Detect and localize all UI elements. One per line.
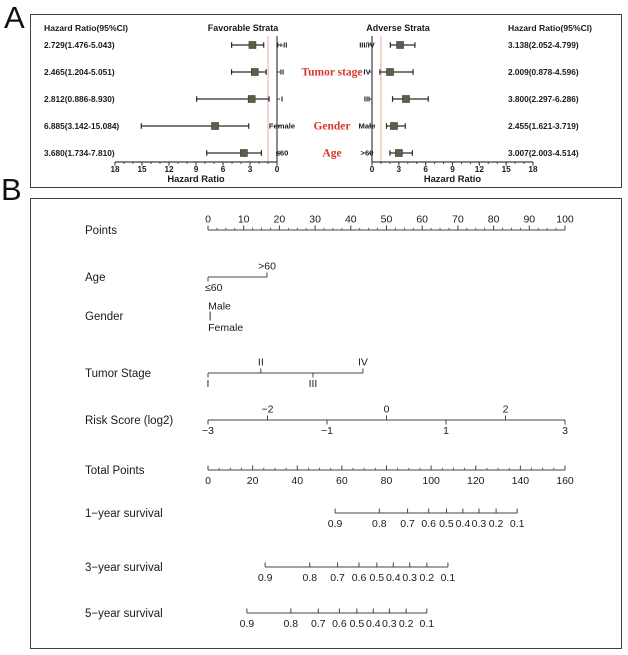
scale-tick-label: >60 xyxy=(258,260,276,273)
x-axis-tick-label: 15 xyxy=(501,165,511,174)
scale-tick-label: Male xyxy=(208,300,231,313)
scale-tick-label: 0.7 xyxy=(400,518,415,530)
scale-tick-label: 10 xyxy=(237,213,250,226)
x-axis-tick-label: 0 xyxy=(274,165,280,174)
hr-value: 3.138(2.052-4.799) xyxy=(508,40,579,50)
hr-value: 2.465(1.204-5.051) xyxy=(44,67,115,77)
estimate-marker xyxy=(248,96,255,103)
group-label: Gender xyxy=(313,120,351,133)
scale-tick-label: Female xyxy=(208,322,244,334)
scale-tick-label: 50 xyxy=(380,213,393,226)
scale-tick-label: 0.7 xyxy=(330,572,345,584)
scale-tick-label: 80 xyxy=(380,475,393,487)
scale-tick-label: 0.3 xyxy=(382,618,397,630)
scale-tick-label: −3 xyxy=(202,425,214,437)
scale-tick-label: 90 xyxy=(523,213,536,226)
hr-value: 2.455(1.621-3.719) xyxy=(508,121,579,131)
hr-value: 2.812(0.886-8.930) xyxy=(44,94,115,104)
estimate-marker xyxy=(395,150,402,157)
estimate-marker xyxy=(397,42,404,49)
scale-tick-label: 100 xyxy=(422,475,440,487)
scale-tick-label: 20 xyxy=(273,213,286,226)
scale-tick-label: 0.6 xyxy=(351,572,367,584)
nomogram-row-label: Points xyxy=(85,225,117,237)
scale-tick-label: 0.8 xyxy=(302,572,318,584)
nomogram-row-label: 5−year survival xyxy=(85,608,163,620)
hr-value: 6.885(3.142-15.084) xyxy=(44,121,120,131)
nomogram-row-label: Age xyxy=(85,272,106,284)
scale-tick-label: 0 xyxy=(205,213,211,226)
x-axis-tick-label: 15 xyxy=(137,165,147,174)
panel-a-label: A xyxy=(4,0,25,35)
scale-tick-label: 30 xyxy=(309,213,321,226)
stratum-label: IV xyxy=(363,67,371,77)
scale-tick-label: 20 xyxy=(246,475,259,487)
x-axis-tick-label: 12 xyxy=(474,165,484,174)
x-axis-tick-label: 6 xyxy=(423,165,428,174)
scale-tick-label: 0.8 xyxy=(283,618,299,630)
scale-tick-label: ≤60 xyxy=(205,282,223,294)
stratum-label: III/IV xyxy=(359,40,375,50)
scale-tick-label: 0.1 xyxy=(419,618,435,630)
scale-tick-label: 0.4 xyxy=(385,572,401,584)
scale-tick-label: 0.3 xyxy=(402,572,418,584)
stratum-label: II xyxy=(279,67,285,77)
scale-tick-label: 0.1 xyxy=(509,518,525,530)
scale-tick-label: 0.9 xyxy=(257,572,273,584)
estimate-marker xyxy=(251,69,258,76)
scale-tick-label: 0.5 xyxy=(439,518,454,530)
estimate-marker xyxy=(212,123,219,130)
stratum-label: Male xyxy=(358,121,376,131)
nomogram-row-label: Total Points xyxy=(85,465,145,477)
estimate-marker xyxy=(390,123,397,130)
scale-tick-label: 0.8 xyxy=(372,518,387,530)
estimate-marker xyxy=(240,150,247,157)
scale-tick-label: 60 xyxy=(336,475,348,487)
stratum-label: Female xyxy=(268,121,296,131)
hr-value: 3.007(2.003-4.514) xyxy=(508,148,579,158)
scale-tick-label: 0.6 xyxy=(332,618,347,630)
scale-tick-label: 70 xyxy=(452,213,464,226)
scale-tick-label: 0.9 xyxy=(239,618,255,630)
scale-tick-label: 1 xyxy=(443,425,449,437)
hr-value: 2.729(1.476-5.043) xyxy=(44,40,115,50)
x-axis-title: Hazard Ratio xyxy=(423,173,482,184)
scale-tick-label: 40 xyxy=(291,475,304,487)
scale-tick-label: 120 xyxy=(466,475,485,487)
scale-tick-label: 0 xyxy=(383,403,390,416)
scale-tick-label: −2 xyxy=(261,403,274,416)
scale-tick-label: 0.7 xyxy=(311,618,326,630)
x-axis-tick-label: 18 xyxy=(110,165,120,174)
scale-tick-label: 0.5 xyxy=(349,618,365,630)
estimate-marker xyxy=(386,69,393,76)
hr-value: 3.680(1.734-7.810) xyxy=(44,148,115,158)
nomogram-row-label: 1−year survival xyxy=(85,508,163,520)
scale-tick-label: III xyxy=(308,378,318,390)
stratum-label: ≤60 xyxy=(275,148,289,158)
scale-tick-label: 80 xyxy=(487,213,500,226)
nomogram-row-label: Risk Score (log2) xyxy=(85,415,174,427)
nomogram-row-label: 3−year survival xyxy=(85,562,163,574)
hr-value: 3.800(2.297-6.286) xyxy=(508,94,579,104)
nomogram-row-label: Gender xyxy=(85,311,124,323)
x-axis-tick-label: 0 xyxy=(369,165,375,174)
group-label: Tumor stage xyxy=(301,66,363,79)
forest-col-header: Hazard Ratio(95%CI) xyxy=(44,23,129,33)
stratum-label: >60 xyxy=(360,148,374,158)
scale-tick-label: II xyxy=(257,356,264,369)
x-axis-tick-label: 12 xyxy=(164,165,174,174)
scale-tick-label: 0.4 xyxy=(455,518,471,530)
estimate-marker xyxy=(249,42,256,49)
forest-title: Favorable Strata xyxy=(207,23,279,33)
scale-tick-label: 60 xyxy=(416,213,429,226)
scale-tick-label: 0.5 xyxy=(369,572,385,584)
scale-tick-label: 3 xyxy=(562,425,568,437)
scale-tick-label: 100 xyxy=(556,213,574,226)
stratum-label: III xyxy=(363,94,371,104)
x-axis-tick-label: 9 xyxy=(450,165,455,174)
x-axis-tick-label: 3 xyxy=(247,165,253,174)
scale-tick-label: I xyxy=(206,378,210,390)
nomogram-row-label: Tumor Stage xyxy=(85,368,152,380)
forest-col-header: Hazard Ratio(95%CI) xyxy=(508,23,593,33)
hr-value: 2.009(0.878-4.596) xyxy=(508,67,579,77)
scale-tick-label: 40 xyxy=(344,213,357,226)
scale-tick-label: −1 xyxy=(320,425,333,437)
x-axis-title: Hazard Ratio xyxy=(167,173,225,184)
scale-tick-label: 0.3 xyxy=(471,518,487,530)
scale-tick-label: 0.2 xyxy=(419,572,435,584)
scale-tick-label: 2 xyxy=(502,403,509,416)
scale-tick-label: 0.2 xyxy=(488,518,504,530)
scale-tick-label: IV xyxy=(357,356,368,369)
estimate-marker xyxy=(402,96,409,103)
x-axis-tick-label: 9 xyxy=(193,165,199,174)
scale-tick-label: 0.6 xyxy=(421,518,436,530)
group-label: Age xyxy=(322,147,342,160)
x-axis-tick-label: 3 xyxy=(396,165,402,174)
scale-tick-label: 160 xyxy=(556,475,574,487)
scale-tick-label: 0.2 xyxy=(398,618,414,630)
scale-tick-label: 0.4 xyxy=(365,618,381,630)
stratum-label: I+II xyxy=(276,40,288,50)
panel-b-label: B xyxy=(1,172,22,207)
scale-tick-label: 140 xyxy=(511,475,530,487)
stratum-label: I xyxy=(280,94,284,104)
x-axis-tick-label: 6 xyxy=(220,165,226,174)
x-axis-tick-label: 18 xyxy=(528,165,538,174)
scale-tick-label: 0.9 xyxy=(327,518,343,530)
scale-tick-label: 0.1 xyxy=(440,572,456,584)
forest-title: Adverse Strata xyxy=(366,23,430,33)
scale-tick-label: 0 xyxy=(205,475,211,487)
